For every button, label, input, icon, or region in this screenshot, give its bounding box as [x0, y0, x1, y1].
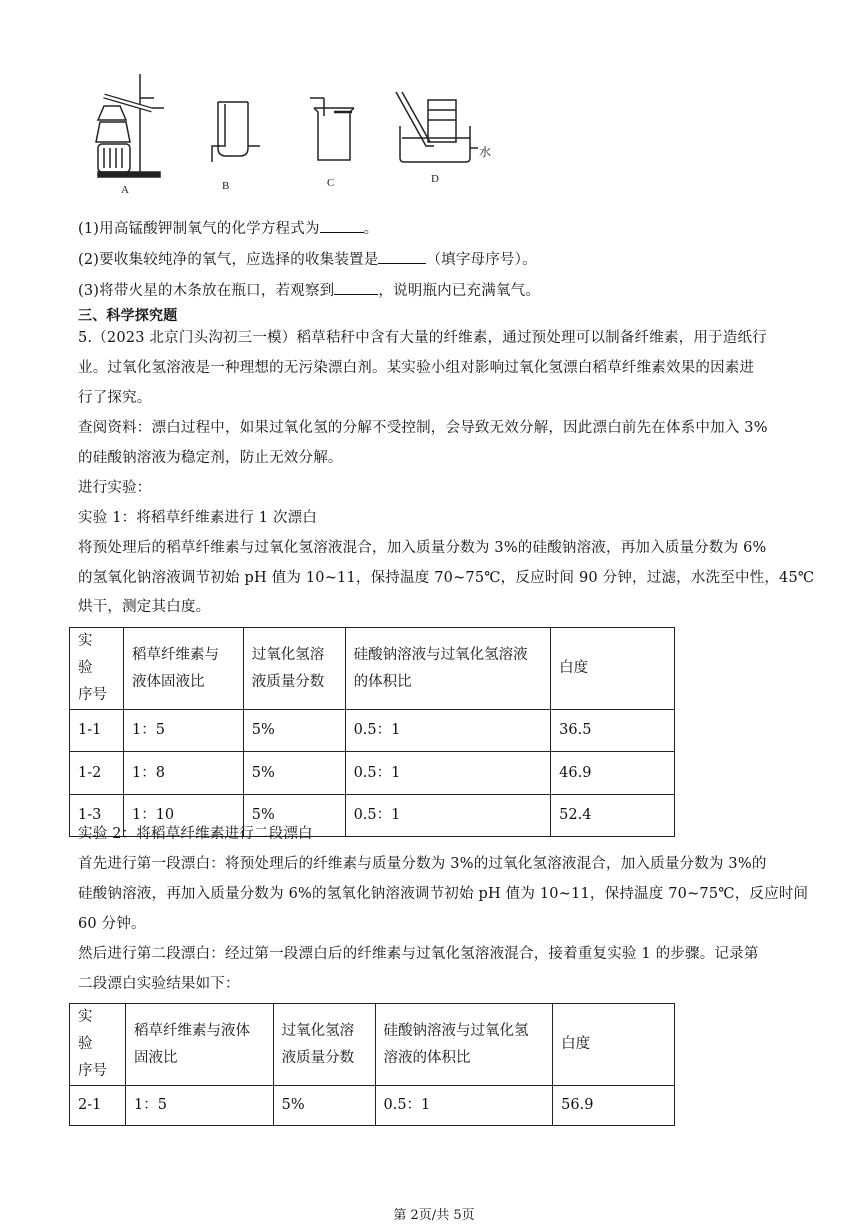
problem-line: 查阅资料：漂白过程中，如果过氧化氢的分解不受控制，会导致无效分解，因此漂白前先在体系中加入 3% [78, 420, 768, 436]
problem-line: 的硅酸钠溶液为稳定剂，防止无效分解。 [78, 450, 343, 466]
table-cell: 2-1 [70, 1086, 126, 1126]
table-header-row [70, 628, 675, 710]
section-heading: 三、科学探究题 [78, 308, 178, 324]
question-3-suffix: ，说明瓶内已充满氧气。 [378, 283, 541, 299]
problem-line: 行了探究。 [78, 390, 152, 406]
table-row [70, 710, 675, 752]
table-cell: 5% [273, 1086, 375, 1126]
apparatus-b-collection [212, 102, 260, 162]
answer-blank-3[interactable] [334, 280, 378, 295]
table-cell: 0.5：1 [375, 1086, 553, 1126]
experiment-2-line: 首先进行第一段漂白：将预处理后的纤维素与质量分数为 3%的过氧化氢溶液混合，加入质量分数为 3%的 [78, 856, 767, 872]
header-cell: 硅酸钠溶液与过氧化氢溶液 的体积比 [345, 628, 551, 710]
table-cell: 46.9 [551, 752, 675, 795]
page-footer: 第 2页/共 5页 [393, 1208, 475, 1223]
table-header-row [70, 1004, 675, 1086]
question-2-suffix: （填字母序号）。 [426, 252, 537, 268]
question-2 [78, 249, 537, 270]
table-cell: 5% [243, 752, 345, 795]
figure-label-c: C [327, 177, 335, 189]
problem-line: 实验 1：将稻草纤维素进行 1 次漂白 [78, 510, 318, 526]
table-cell: 0.5：1 [345, 795, 551, 837]
table-experiment-1 [69, 627, 675, 837]
header-cell: 实 验 序号 [70, 1004, 126, 1086]
question-2-text: (2)要收集较纯净的氧气，应选择的收集装置是 [78, 252, 379, 268]
apparatus-a-heating-setup [96, 74, 164, 177]
table-cell: 5% [243, 710, 345, 752]
problem-line: 业。过氧化氢溶液是一种理想的无污染漂白剂。某实验小组对影响过氧化氢漂白稻草纤维素效果的因素进 [78, 360, 755, 376]
figure-label-water: 水 [479, 145, 492, 159]
figure-label-a: A [121, 184, 129, 196]
header-cell: 稻草纤维素与液体 固液比 [125, 1004, 273, 1086]
table-cell: 52.4 [551, 795, 675, 837]
problem-line: 5.（2023 北京门头沟初三一模）稻草秸秆中含有大量的纤维素，通过预处理可以制备纤维素，用于造纸行 [78, 330, 767, 346]
header-cell: 过氧化氢溶 液质量分数 [243, 628, 345, 710]
experiment-2-line: 硅酸钠溶液，再加入质量分数为 6%的氢氧化钠溶液调节初始 pH 值为 10~11，保持温度 70~75℃，反应时间 [78, 886, 809, 902]
table-experiment-2 [69, 1003, 675, 1126]
question-1-suffix: 。 [363, 221, 379, 237]
experiment-2-line: 实验 2：将稻草纤维素进行二段漂白 [78, 826, 313, 842]
apparatus-d-water-displacement [396, 92, 478, 162]
question-3-text: (3)将带火星的木条放在瓶口，若观察到 [78, 283, 335, 299]
header-cell: 硅酸钠溶液与过氧化氢 溶液的体积比 [375, 1004, 553, 1086]
problem-line: 将预处理后的稻草纤维素与过氧化氢溶液混合，加入质量分数为 3%的硅酸钠溶液，再加入质量分数为 6% [78, 540, 767, 556]
problem-line: 进行实验： [78, 480, 152, 496]
experiment-2-line: 二段漂白实验结果如下： [78, 976, 240, 992]
apparatus-figure [90, 62, 510, 202]
table-cell: 1-2 [70, 752, 124, 795]
problem-line: 烘干，测定其白度。 [78, 599, 211, 615]
experiment-2-line: 然后进行第二段漂白：经过第一段漂白后的纤维素与过氧化氢溶液混合，接着重复实验 1 的步骤。记录第 [78, 946, 759, 962]
experiment-2-line: 60 分钟。 [78, 916, 146, 932]
figure-label-d: D [431, 173, 439, 185]
table-cell: 1：8 [123, 752, 243, 795]
header-cell: 实 验 序号 [70, 628, 124, 710]
table-cell: 36.5 [551, 710, 675, 752]
table-cell: 0.5：1 [345, 752, 551, 795]
figure-label-b: B [222, 180, 230, 192]
problem-line: 的氢氧化钠溶液调节初始 pH 值为 10~11，保持温度 70~75℃，反应时间 90 分钟，过滤，水洗至中性，45℃ [78, 570, 815, 586]
answer-blank-1[interactable] [320, 218, 364, 233]
question-3 [78, 280, 540, 301]
table-cell: 5% [243, 795, 345, 837]
answer-blank-2[interactable] [378, 249, 426, 264]
header-cell: 过氧化氢溶 液质量分数 [273, 1004, 375, 1086]
apparatus-c-collection [310, 98, 354, 160]
table-cell: 1：5 [125, 1086, 273, 1126]
header-cell: 白度 [553, 1004, 675, 1086]
table-cell: 1-3 [70, 795, 124, 837]
table-cell: 1-1 [70, 710, 124, 752]
question-1-text: (1)用高锰酸钾制氧气的化学方程式为 [78, 221, 320, 237]
question-1 [78, 218, 378, 239]
table-cell: 1：5 [123, 710, 243, 752]
header-cell: 白度 [551, 628, 675, 710]
table-cell: 56.9 [553, 1086, 675, 1126]
table-row [70, 1086, 675, 1126]
header-cell: 稻草纤维素与 液体固液比 [123, 628, 243, 710]
table-row [70, 752, 675, 795]
table-cell: 1：10 [123, 795, 243, 837]
table-cell: 0.5：1 [345, 710, 551, 752]
